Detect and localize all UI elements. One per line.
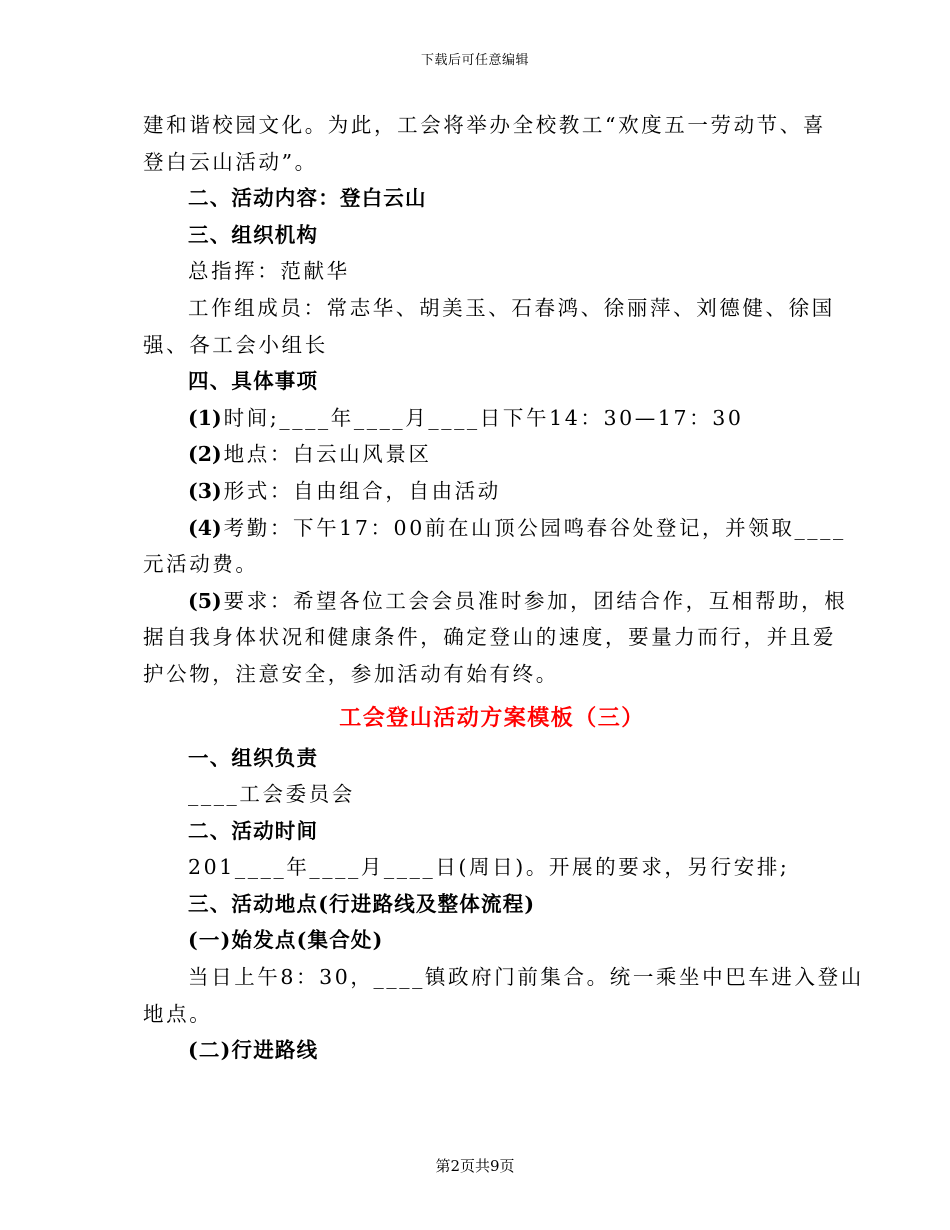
organizer-text: ____工会委员会 xyxy=(188,782,355,807)
item-number: (4) xyxy=(188,515,222,540)
item-attendance xyxy=(143,510,846,547)
item-number: (5) xyxy=(188,588,222,613)
page-footer: 第2页共9页 xyxy=(435,1157,515,1175)
document-body xyxy=(143,107,864,1069)
heading-activity-content: 二、活动内容：登白云山 xyxy=(188,186,427,211)
members-line1: 工作组成员：常志华、胡美玉、石春鸿、徐丽萍、刘德健、徐国 xyxy=(188,295,835,320)
item-number: (3) xyxy=(188,478,222,503)
item-requirements xyxy=(143,583,848,620)
subheading-start-point: (一)始发点(集合处) xyxy=(188,928,384,953)
paragraph-intro-line1: 建和谐校园文化。为此，工会将举办全校教工“欢度五一劳动节、喜 xyxy=(143,113,826,137)
start-point-text-line1: 当日上午8：30，____镇政府门前集合。统一乘坐中巴车进入登山 xyxy=(188,965,864,990)
heading-organization: 三、组织机构 xyxy=(188,222,319,247)
members-line2: 强、各工会小组长 xyxy=(143,332,328,357)
heading-activity-location: 三、活动地点(行进路线及整体流程) xyxy=(188,891,536,916)
item-time xyxy=(143,400,811,437)
item-location xyxy=(143,436,811,473)
item-attendance-line2: 元活动费。 xyxy=(143,552,259,577)
item-format xyxy=(143,473,811,510)
paragraph-intro-line2: 登白云山活动”。 xyxy=(143,149,318,174)
subheading-route: (二)行进路线 xyxy=(188,1038,319,1063)
section-title: 工会登山活动方案模板（三） xyxy=(339,704,645,731)
item-requirements-line3: 护公物，注意安全，参加活动有始有终。 xyxy=(143,661,559,686)
heading-activity-time: 二、活动时间 xyxy=(188,818,319,843)
commander-line: 总指挥：范献华 xyxy=(188,259,350,284)
item-text: 考勤：下午17：00前在山顶公园鸣春谷处登记，并领取____ xyxy=(223,515,846,540)
item-text: 形式：自由组合，自由活动 xyxy=(223,478,501,503)
item-text: 地点：白云山风景区 xyxy=(223,442,432,467)
activity-time-text: 201____年____月____日(周日)。开展的要求，另行安排; xyxy=(188,855,790,880)
page-header: 下载后可任意编辑 xyxy=(420,53,529,68)
heading-organizer: 一、组织负责 xyxy=(188,745,319,770)
item-number: (2) xyxy=(188,442,222,467)
item-text: 时间;____年____月____日下午14：30—17：30 xyxy=(223,405,744,430)
item-number: (1) xyxy=(188,405,222,430)
heading-specific-items: 四、具体事项 xyxy=(188,369,319,394)
item-text: 要求：希望各位工会会员准时参加，团结合作，互相帮助，根 xyxy=(223,588,848,613)
item-requirements-line2: 据自我身体状况和健康条件，确定登山的速度，要量力而行，并且爱 xyxy=(143,625,836,650)
start-point-text-line2: 地点。 xyxy=(143,1001,213,1026)
